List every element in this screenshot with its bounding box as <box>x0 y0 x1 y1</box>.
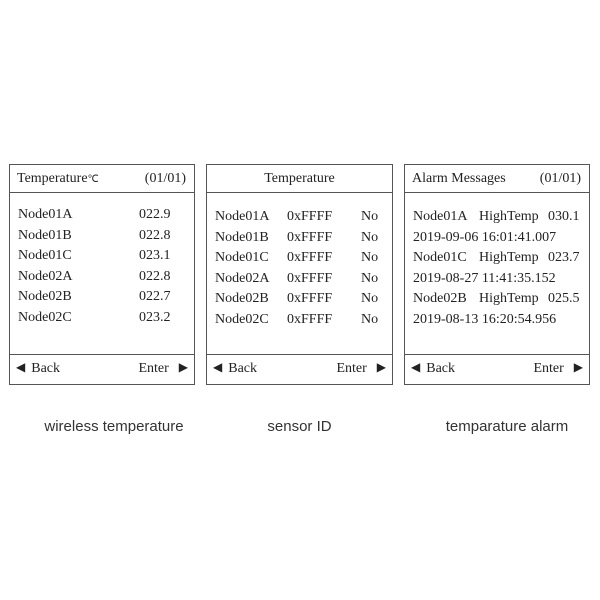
sensor-id-value: 0xFFFF <box>287 209 333 224</box>
page-indicator: (01/01) <box>144 171 186 186</box>
status-value: No <box>361 311 379 327</box>
alarm-list <box>405 209 589 332</box>
screen-footer <box>10 354 194 384</box>
node-name: Node01A <box>215 209 270 224</box>
alarm-timestamp: 2019-08-13 16:20:54.956 <box>413 311 557 327</box>
alarm-value: 025.5 <box>548 291 580 306</box>
screen-title: Alarm Messages <box>412 171 506 186</box>
screen-header <box>405 165 589 193</box>
enter-button[interactable]: Enter ▶ <box>533 360 583 376</box>
status-value: No <box>361 209 379 224</box>
list-item[interactable] <box>10 310 194 331</box>
unit-label: ℃ <box>87 174 99 185</box>
triangle-left-icon: ◀ <box>16 360 26 374</box>
node-name: Node01A <box>18 207 73 222</box>
sensor-id-value: 0xFFFF <box>287 291 333 306</box>
screen-header <box>10 165 194 193</box>
alarm-type: HighTemp <box>479 291 539 306</box>
node-name: Node02A <box>215 270 270 286</box>
alarm-item[interactable] <box>405 250 589 271</box>
list-item[interactable] <box>10 248 194 269</box>
temperature-value: 023.1 <box>139 248 171 263</box>
temperature-list <box>10 207 194 330</box>
enter-button[interactable]: Enter ▶ <box>336 360 386 376</box>
alarm-item[interactable] <box>405 209 589 230</box>
alarm-value: 030.1 <box>548 209 580 224</box>
list-item[interactable] <box>207 209 392 230</box>
screen-footer <box>405 354 589 384</box>
caption-temperature-alarm: temparature alarm <box>445 418 569 435</box>
screen-header <box>207 165 392 193</box>
sensor-id-value: 0xFFFF <box>287 270 333 286</box>
temperature-value: 023.2 <box>139 309 171 325</box>
triangle-right-icon: ▶ <box>376 360 386 374</box>
sensor-id-screen <box>206 164 393 385</box>
node-name: Node02A <box>18 268 73 284</box>
temperature-value: 022.9 <box>139 207 171 222</box>
node-name: Node02C <box>215 311 269 327</box>
triangle-left-icon: ◀ <box>213 360 223 374</box>
alarm-type: HighTemp <box>479 209 539 224</box>
list-item[interactable] <box>207 230 392 251</box>
list-item[interactable] <box>207 291 392 312</box>
screen-title: Temperature <box>264 171 335 186</box>
triangle-right-icon: ▶ <box>178 360 188 374</box>
temperature-value: 022.8 <box>139 268 171 284</box>
status-value: No <box>361 229 379 245</box>
screen-title: Temperature℃ <box>17 171 99 186</box>
list-item[interactable] <box>207 312 392 333</box>
screen-footer <box>207 354 392 384</box>
list-item[interactable] <box>10 207 194 228</box>
node-name: Node01B <box>18 227 72 243</box>
node-name: Node02B <box>18 289 72 304</box>
node-name: Node02C <box>18 309 72 325</box>
caption-sensor-id: sensor ID <box>267 418 332 435</box>
back-button[interactable]: ◀ Back <box>213 360 257 376</box>
alarm-timestamp: 2019-09-06 16:01:41.007 <box>413 229 557 245</box>
back-button[interactable]: ◀ Back <box>16 360 60 376</box>
node-name: Node01C <box>18 248 72 263</box>
list-item[interactable] <box>10 269 194 290</box>
node-name: Node02B <box>413 291 467 306</box>
temperature-screen <box>9 164 195 385</box>
alarm-timestamp: 2019-08-27 11:41:35.152 <box>413 270 556 286</box>
temperature-value: 022.7 <box>139 289 171 304</box>
node-name: Node01C <box>413 250 467 265</box>
sensor-id-value: 0xFFFF <box>287 311 333 327</box>
page-indicator: (01/01) <box>539 171 581 186</box>
node-name: Node01B <box>215 229 269 245</box>
status-value: No <box>361 250 379 265</box>
list-item[interactable] <box>10 289 194 310</box>
alarm-value: 023.7 <box>548 250 580 265</box>
sensor-id-value: 0xFFFF <box>287 250 333 265</box>
caption-wireless-temperature: wireless temperature <box>44 418 184 435</box>
triangle-right-icon: ▶ <box>573 360 583 374</box>
status-value: No <box>361 291 379 306</box>
alarm-item[interactable] <box>405 291 589 312</box>
sensor-id-list <box>207 209 392 332</box>
list-item[interactable] <box>207 271 392 292</box>
node-name: Node01A <box>413 209 468 224</box>
list-item[interactable] <box>207 250 392 271</box>
node-name: Node01C <box>215 250 269 265</box>
alarm-messages-screen <box>404 164 590 385</box>
sensor-id-value: 0xFFFF <box>287 229 333 245</box>
back-button[interactable]: ◀ Back <box>411 360 455 376</box>
alarm-type: HighTemp <box>479 250 539 265</box>
node-name: Node02B <box>215 291 269 306</box>
status-value: No <box>361 270 379 286</box>
temperature-value: 022.8 <box>139 227 171 243</box>
list-item[interactable] <box>10 228 194 249</box>
triangle-left-icon: ◀ <box>411 360 421 374</box>
enter-button[interactable]: Enter ▶ <box>138 360 188 376</box>
